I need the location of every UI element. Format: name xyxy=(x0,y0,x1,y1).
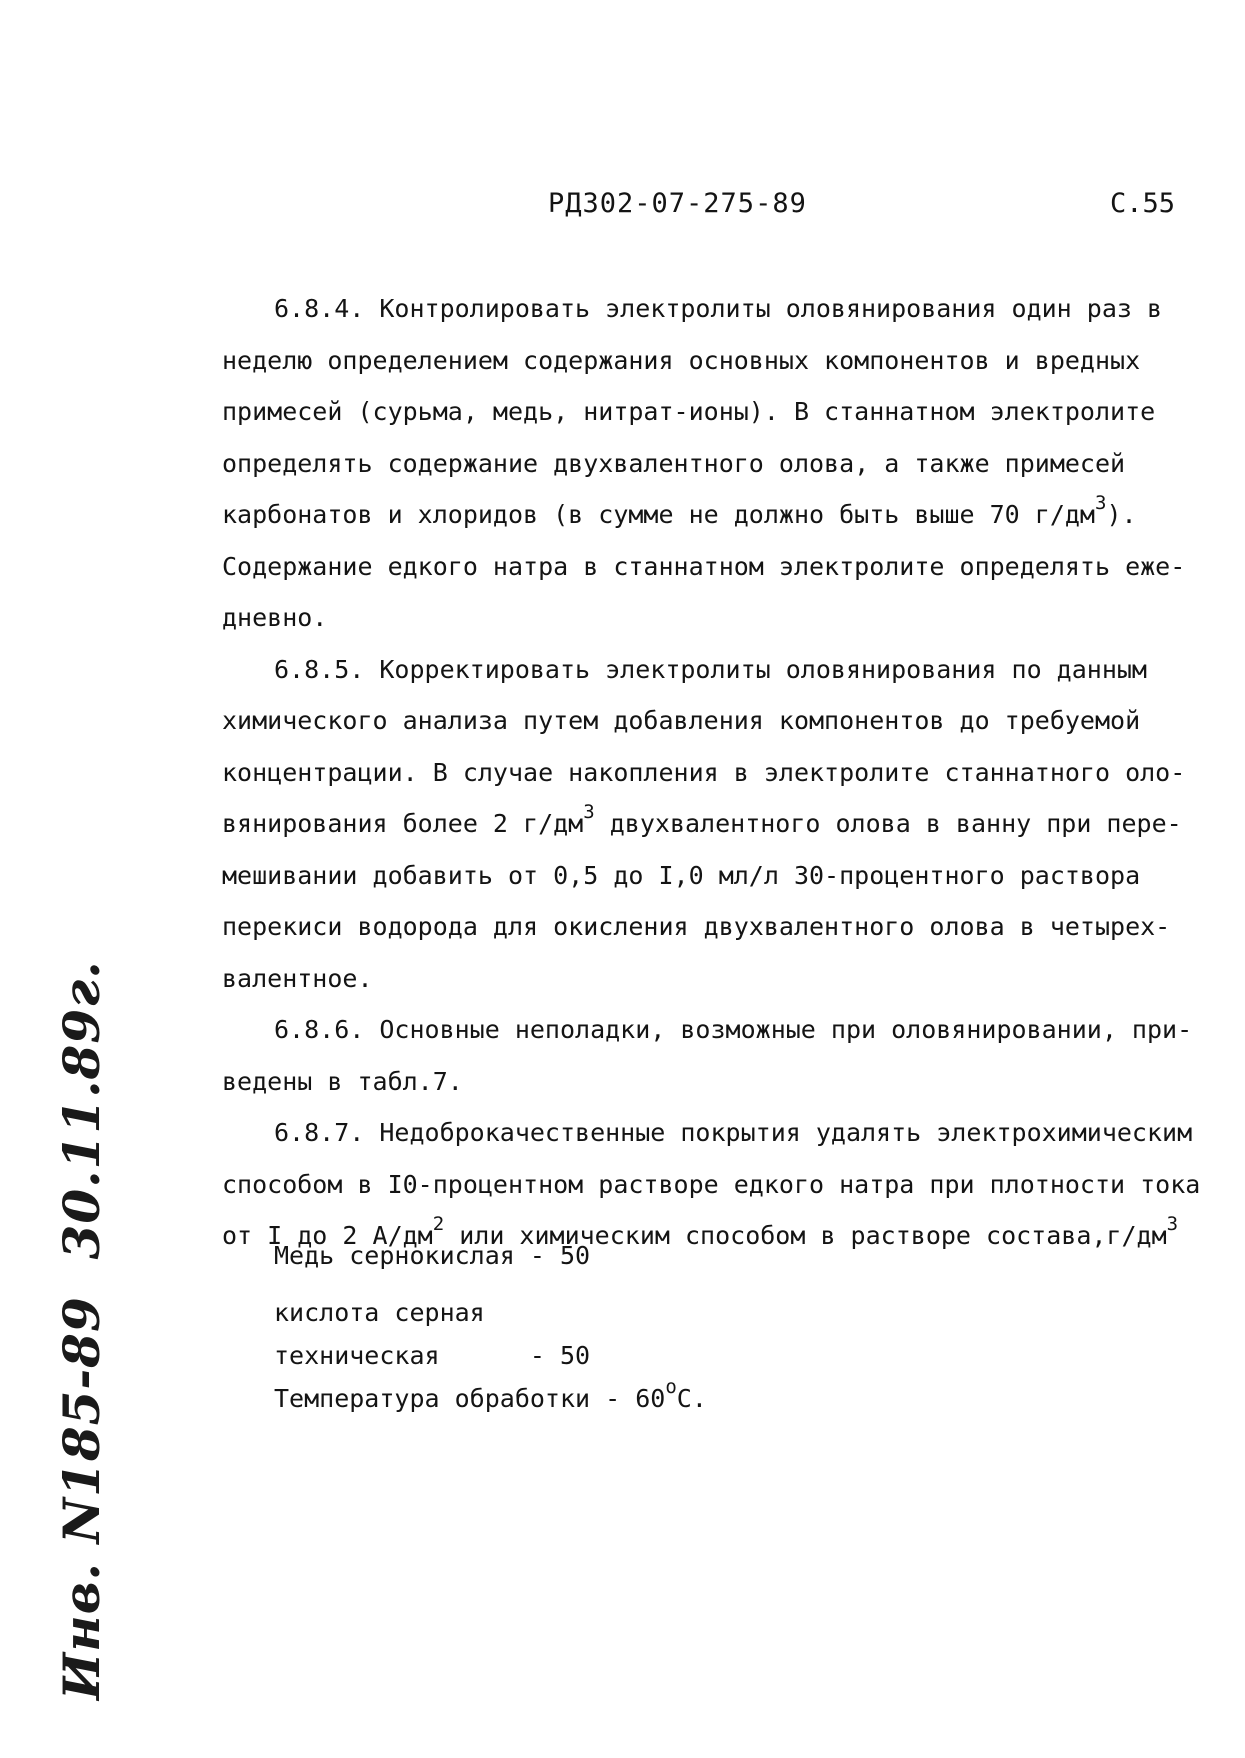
text-line: неделю определением содержания основных компонентов и вредных xyxy=(222,345,1141,375)
text-line: 6.8.7. Недоброкачественные покрытия удалять электрохимическим xyxy=(274,1118,1193,1147)
text-line: ведены в табл.7. xyxy=(222,1066,463,1096)
handwritten-inventory-note: Инв. N185-89 30.11.89г. xyxy=(52,960,111,1700)
text-line: перекиси водорода для окисления двухвалентного олова в четырех- xyxy=(222,912,1171,941)
paragraph-6-8-6 xyxy=(222,1004,1222,1107)
superscript: 3 xyxy=(583,800,595,823)
text-line: 6.8.6. Основные неполадки, возможные при оловянировании, при- xyxy=(274,1015,1193,1044)
text-line: способом в I0-процентном растворе едкого натра при плотности тока xyxy=(222,1169,1201,1199)
text-line xyxy=(222,489,1222,541)
superscript: 3 xyxy=(1166,1212,1179,1235)
solution-composition xyxy=(274,1234,707,1420)
text-line: мешивании добавить от 0,5 до I,0 мл/л 30-процентного раствора xyxy=(222,860,1141,890)
text-segment: карбонатов и хлоридов (в сумме не должно быть выше 70 г/дм xyxy=(222,500,1095,529)
text-line: примесей (сурьма, медь, нитрат-ионы). В станнатном электролите xyxy=(222,397,1156,426)
page-number: С.55 xyxy=(1110,188,1176,219)
text-line: определять содержание двухвалентного олова, а также примесей xyxy=(222,448,1126,478)
text-line: Содержание едкого натра в станнатном электролите определять еже- xyxy=(222,551,1186,581)
paragraph-6-8-5 xyxy=(222,644,1222,1005)
text-line: 6.8.4. Контролировать электролиты оловянирования один раз в xyxy=(274,294,1163,323)
text-line: концентрации. В случае накопления в электролите станнатного оло- xyxy=(222,757,1186,787)
text-segment: вянирования более 2 г/дм xyxy=(222,809,584,838)
text-segment: или химическим способом в растворе состава,г/дм xyxy=(444,1221,1167,1250)
degree-sign: о xyxy=(665,1375,677,1398)
recipe-row-temperature xyxy=(274,1377,707,1420)
text-line: 6.8.5. Корректировать электролиты оловянирования по данным xyxy=(274,654,1147,684)
superscript: 3 xyxy=(1094,491,1107,514)
text-line xyxy=(222,798,1222,850)
text-line: дневно. xyxy=(222,603,328,632)
superscript: 2 xyxy=(432,1212,445,1235)
document-code: РД302-07-275-89 xyxy=(548,188,807,219)
text-segment: С. xyxy=(676,1384,707,1413)
recipe-row-copper-sulfate: Медь сернокислая - 50 xyxy=(274,1241,591,1270)
body-text xyxy=(222,283,1222,1262)
paragraph-6-8-4 xyxy=(222,283,1222,644)
text-line: химического анализа путем добавления компонентов до требуемой xyxy=(222,706,1141,735)
text-segment: от I до 2 А/дм xyxy=(222,1221,433,1250)
page-header xyxy=(0,188,1245,228)
text-segment: двухвалентного олова в ванну при пере- xyxy=(594,809,1182,838)
recipe-row-sulfuric-acid: кислота серная xyxy=(274,1298,485,1327)
text-line: валентное. xyxy=(222,963,373,993)
recipe-row-technical: техническая - 50 xyxy=(274,1341,591,1370)
text-segment: Температура обработки - 60 xyxy=(274,1384,666,1413)
text-segment: ). xyxy=(1106,500,1137,529)
